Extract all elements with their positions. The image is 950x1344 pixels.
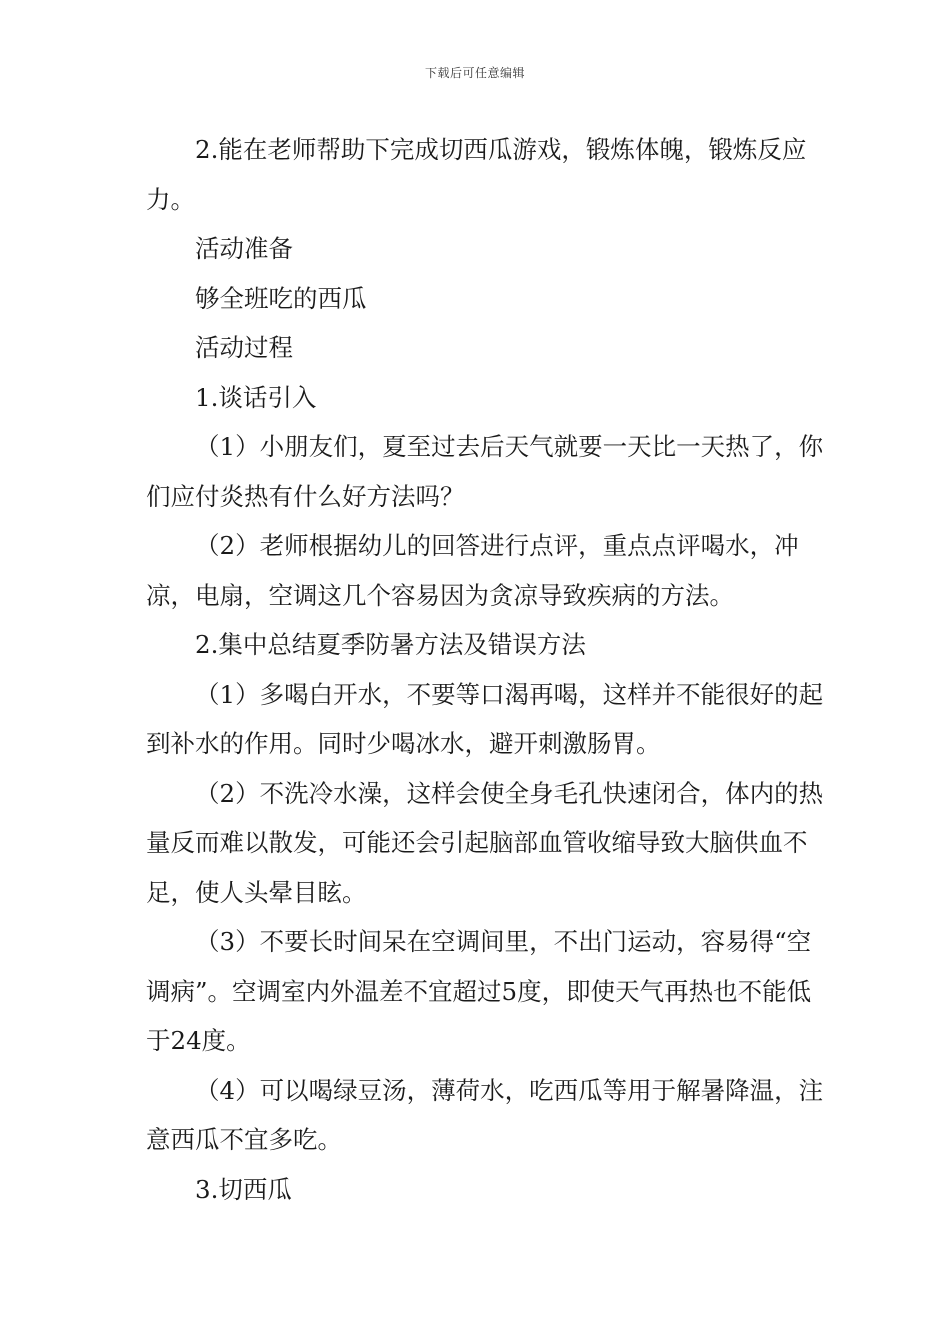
paragraph-preparation-watermelon: 够全班吃的西瓜 [195, 283, 367, 313]
paragraph-step-1-item-2: （2）老师根据幼儿的回答进行点评，重点点评喝水，冲凉，电扇，空调这几个容易因为贪凉导致疾病的方法。 [146, 531, 799, 610]
page-header: 下载后可任意编辑 [424, 66, 525, 80]
paragraph-goal-2: 2.能在老师帮助下完成切西瓜游戏，锻炼体魄，锻炼反应力。 [146, 135, 807, 214]
paragraph-step-2-item-1: （1）多喝白开水，不要等口渴再喝，这样并不能很好的起到补水的作用。同时少喝冰水，避开刺激肠胃。 [146, 679, 824, 758]
heading-step-3: 3.切西瓜 [195, 1174, 292, 1204]
paragraph-step-2-item-3: （3）不要长时间呆在空调间里，不出门运动，容易得“空调病”。空调室内外温差不宜超过5度，即使天气再热也不能低于24度。 [146, 927, 812, 1055]
heading-step-2: 2.集中总结夏季防暑方法及错误方法 [195, 630, 586, 659]
heading-activity-process: 活动过程 [195, 333, 293, 362]
heading-activity-preparation: 活动准备 [195, 234, 293, 263]
paragraph-step-2-item-4: （4）可以喝绿豆汤，薄荷水，吃西瓜等用于解暑降温，注意西瓜不宜多吃。 [146, 1075, 824, 1154]
heading-step-1: 1.谈话引入 [195, 382, 317, 412]
paragraph-step-2-item-2: （2）不洗冷水澡，这样会使全身毛孔快速闭合，体内的热量反而难以散发，可能还会引起脑部血管收缩导致大脑供血不足，使人头晕目眩。 [146, 778, 824, 907]
paragraph-step-1-item-1: （1）小朋友们，夏至过去后天气就要一天比一天热了，你们应付炎热有什么好方法吗？ [146, 432, 824, 511]
document-body [146, 125, 826, 1214]
